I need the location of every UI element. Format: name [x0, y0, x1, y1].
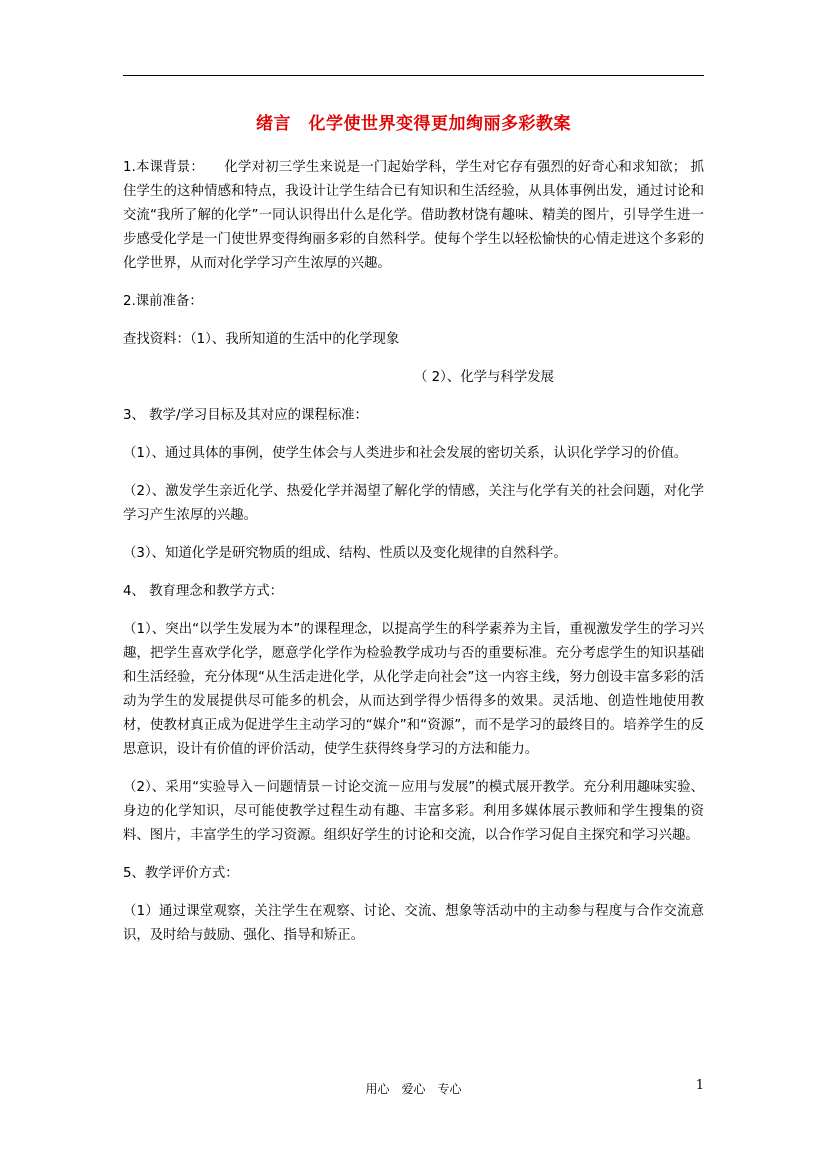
goal-item-2: （2）、激发学生亲近化学、热爱化学并渴望了解化学的情感，关注与化学有关的社会问题，对化学学习产生浓厚的兴趣。	[123, 484, 704, 523]
heading-goals: 3、 教学/学习目标及其对应的课程标准：	[123, 408, 368, 423]
prep-item-2: （ 2）、化学与科学发展	[414, 370, 554, 385]
header-rule	[123, 75, 704, 76]
goal-item-3: （3）、知道化学是研究物质的组成、结构、性质以及变化规律的自然科学。	[123, 546, 567, 561]
document-body	[123, 156, 704, 948]
paragraph-background: 1.本课背景： 化学对初三学生来说是一门起始学科，学生对它存有强烈的好奇心和求知欲； 抓住学生的这种情感和特点，我设计让学生结合已有知识和生活经验，从具体事例出发，通过讨论和交流“我所了解的化学”一同认识得出什么是化学。借助教材饶有趣味、精美的图片，引导学生进一步感受化学是一门使世界变得绚丽多彩的自然科学。使每个学生以轻松愉快的心情走进这个多彩的化学世界，从而对化学学习产生浓厚的兴趣。	[123, 160, 704, 271]
philosophy-item-2: （2）、采用“实验导入－问题情景－讨论交流－应用与发展”的模式展开教学。充分利用趣味实验、身边的化学知识，尽可能使教学过程生动有趣、丰富多彩。利用多媒体展示教师和学生搜集的资料、图片，丰富学生的学习资源。组织好学生的讨论和交流，以合作学习促自主探究和学习兴趣。	[123, 780, 704, 843]
footer-motto: 用心 爱心 专心	[365, 1082, 462, 1096]
heading-philosophy: 4、 教育理念和教学方式：	[123, 584, 284, 599]
prep-item-1: 查找资料：（1）、我所知道的生活中的化学现象	[123, 332, 400, 347]
philosophy-item-1: （1）、突出“以学生发展为本”的课程理念，以提高学生的科学素养为主旨，重视激发学生的学习兴趣，把学生喜欢学化学，愿意学化学作为检验教学成功与否的重要标准。充分考虑学生的知识基础和生活经验，充分体现“从生活走进化学，从化学走向社会”这一内容主线，努力创设丰富多彩的活动为学生的发展提供尽可能多的机会，从而达到学得少悟得多的效果。灵活地、创造性地使用教材，使教材真正成为促进学生主动学习的“媒介”和“资源”，而不是学习的最终目的。培养学生的反思意识，设计有价值的评价活动，使学生获得终身学习的方法和能力。	[123, 622, 704, 757]
goal-item-1: （1）、通过具体的事例，使学生体会与人类进步和社会发展的密切关系，认识化学学习的价值。	[123, 446, 688, 461]
heading-evaluation: 5、教学评价方式：	[123, 866, 239, 881]
evaluation-item-1: （1）通过课堂观察，关注学生在观察、讨论、交流、想象等活动中的主动参与程度与合作交流意识，及时给与鼓励、强化、指导和矫正。	[123, 904, 704, 943]
page-footer	[123, 1078, 704, 1098]
page-title: 绪言 化学使世界变得更加绚丽多彩教案	[256, 114, 571, 134]
page-number: 1	[695, 1078, 704, 1093]
heading-preparation: 2.课前准备：	[123, 294, 203, 309]
